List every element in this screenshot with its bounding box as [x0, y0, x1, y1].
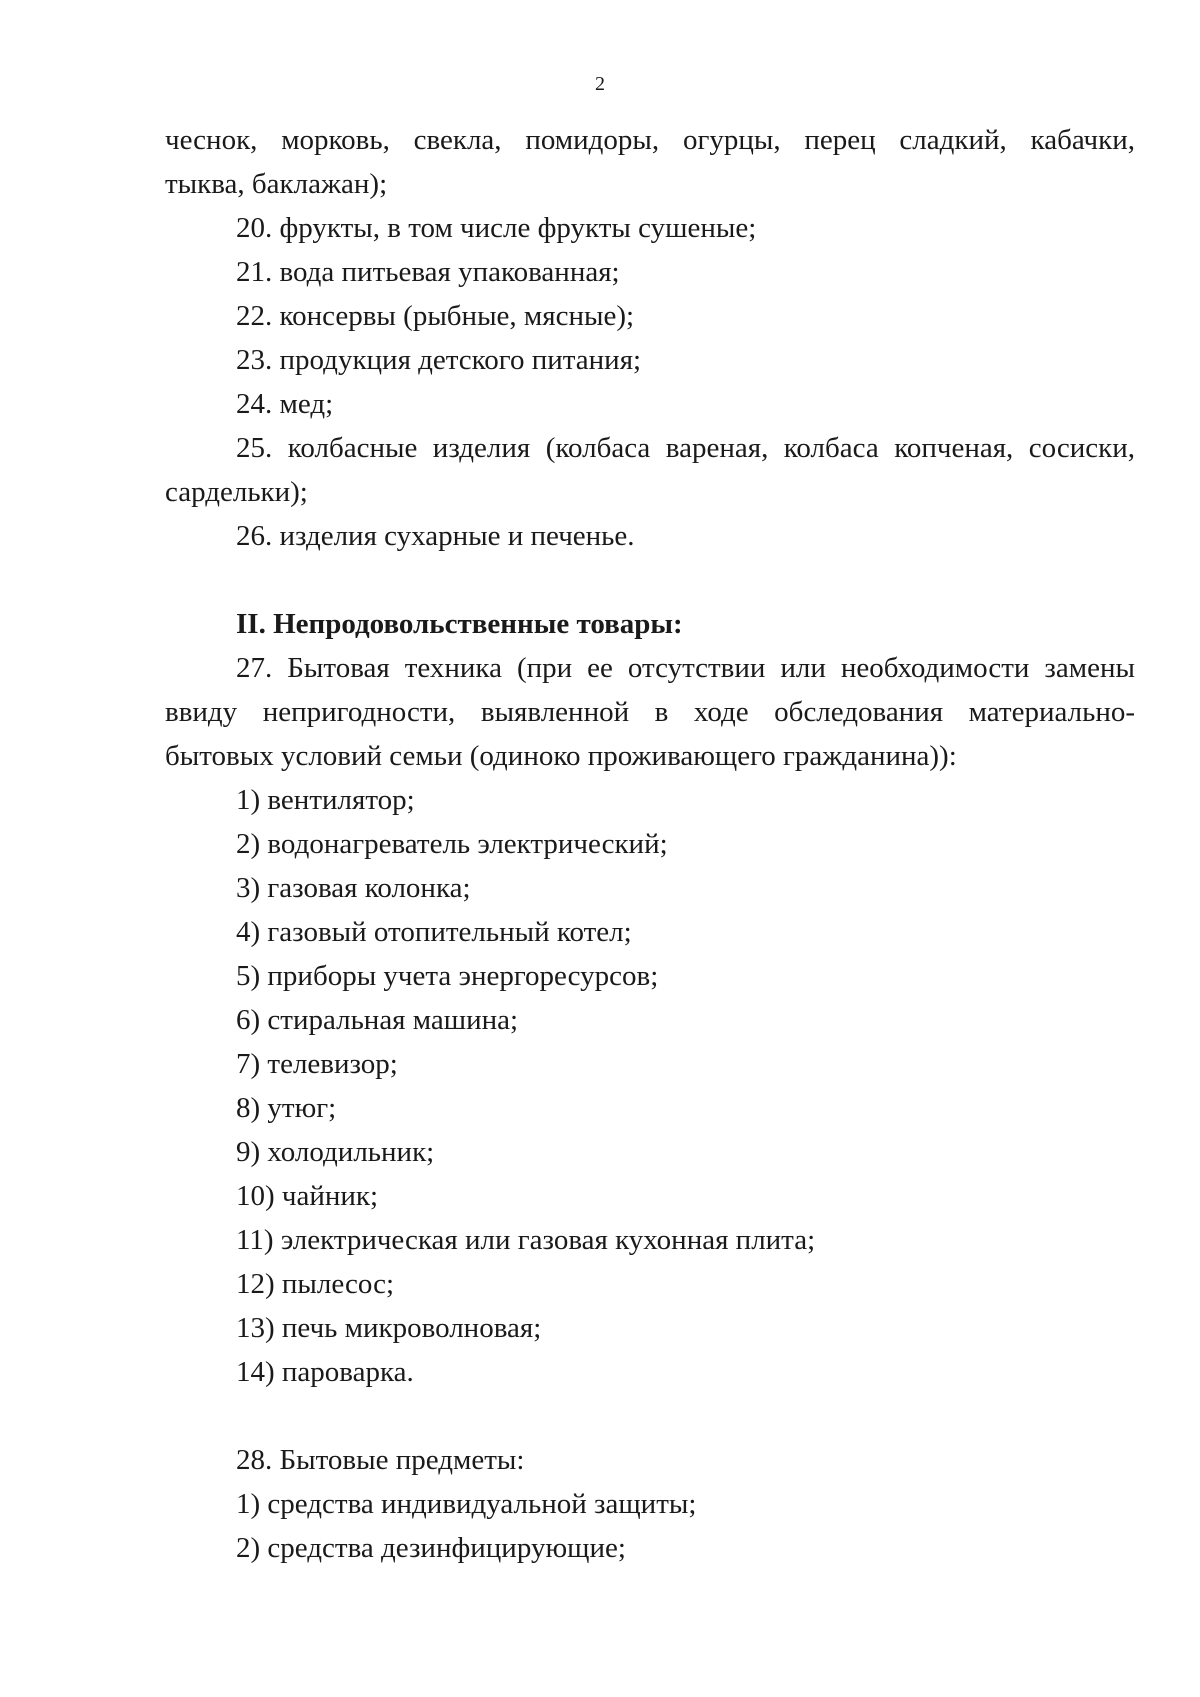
appliance-item: 11) электрическая или газовая кухонная плита;: [236, 1224, 816, 1256]
appliance-item: 8) утюг;: [236, 1092, 337, 1124]
section-spacer: [165, 1394, 1135, 1438]
section-heading: II. Непродовольственные товары:: [236, 608, 683, 640]
list-item-22: 22. консервы (рыбные, мясные);: [236, 300, 635, 332]
page-number: 2: [595, 73, 605, 95]
list-item-27-line-1: 27. Бытовая техника (при ее отсутствии или необходимости замены: [236, 652, 1135, 684]
appliance-item: 4) газовый отопительный котел;: [236, 916, 632, 948]
appliance-item: 9) холодильник;: [236, 1136, 435, 1168]
list-item-24: 24. мед;: [236, 388, 334, 420]
appliance-item: 7) телевизор;: [236, 1048, 398, 1080]
list-item-28: 28. Бытовые предметы:: [236, 1444, 525, 1476]
appliance-item: 1) вентилятор;: [236, 784, 415, 816]
household-item: 1) средства индивидуальной защиты;: [236, 1488, 697, 1520]
appliance-item: 12) пылесос;: [236, 1268, 394, 1300]
document-body: [165, 118, 1135, 1570]
food-continuation-line-2: тыква, баклажан);: [165, 168, 388, 200]
list-item-27-line-3: бытовых условий семьи (одиноко проживающего гражданина)):: [165, 740, 957, 772]
appliance-item: 13) печь микроволновая;: [236, 1312, 542, 1344]
appliance-item: 10) чайник;: [236, 1180, 379, 1212]
appliance-item: 14) пароварка.: [236, 1356, 414, 1388]
appliance-item: 3) газовая колонка;: [236, 872, 471, 904]
appliance-item: 6) стиральная машина;: [236, 1004, 519, 1036]
food-continuation-line-1: чеснок, морковь, свекла, помидоры, огурцы, перец сладкий, кабачки,: [165, 124, 1135, 156]
list-item-27-line-2: ввиду непригодности, выявленной в ходе обследования материально-: [165, 696, 1135, 728]
list-item-26: 26. изделия сухарные и печенье.: [236, 520, 635, 552]
list-item-25-line-1: 25. колбасные изделия (колбаса вареная, колбаса копченая, сосиски,: [236, 432, 1135, 464]
list-item-20: 20. фрукты, в том числе фрукты сушеные;: [236, 212, 757, 244]
appliance-item: 2) водонагреватель электрический;: [236, 828, 668, 860]
list-item-21: 21. вода питьевая упакованная;: [236, 256, 620, 288]
list-item-23: 23. продукция детского питания;: [236, 344, 642, 376]
household-item: 2) средства дезинфицирующие;: [236, 1532, 626, 1564]
list-item-25-line-2: сардельки);: [165, 476, 308, 508]
appliance-item: 5) приборы учета энергоресурсов;: [236, 960, 659, 992]
section-spacer: [165, 558, 1135, 602]
